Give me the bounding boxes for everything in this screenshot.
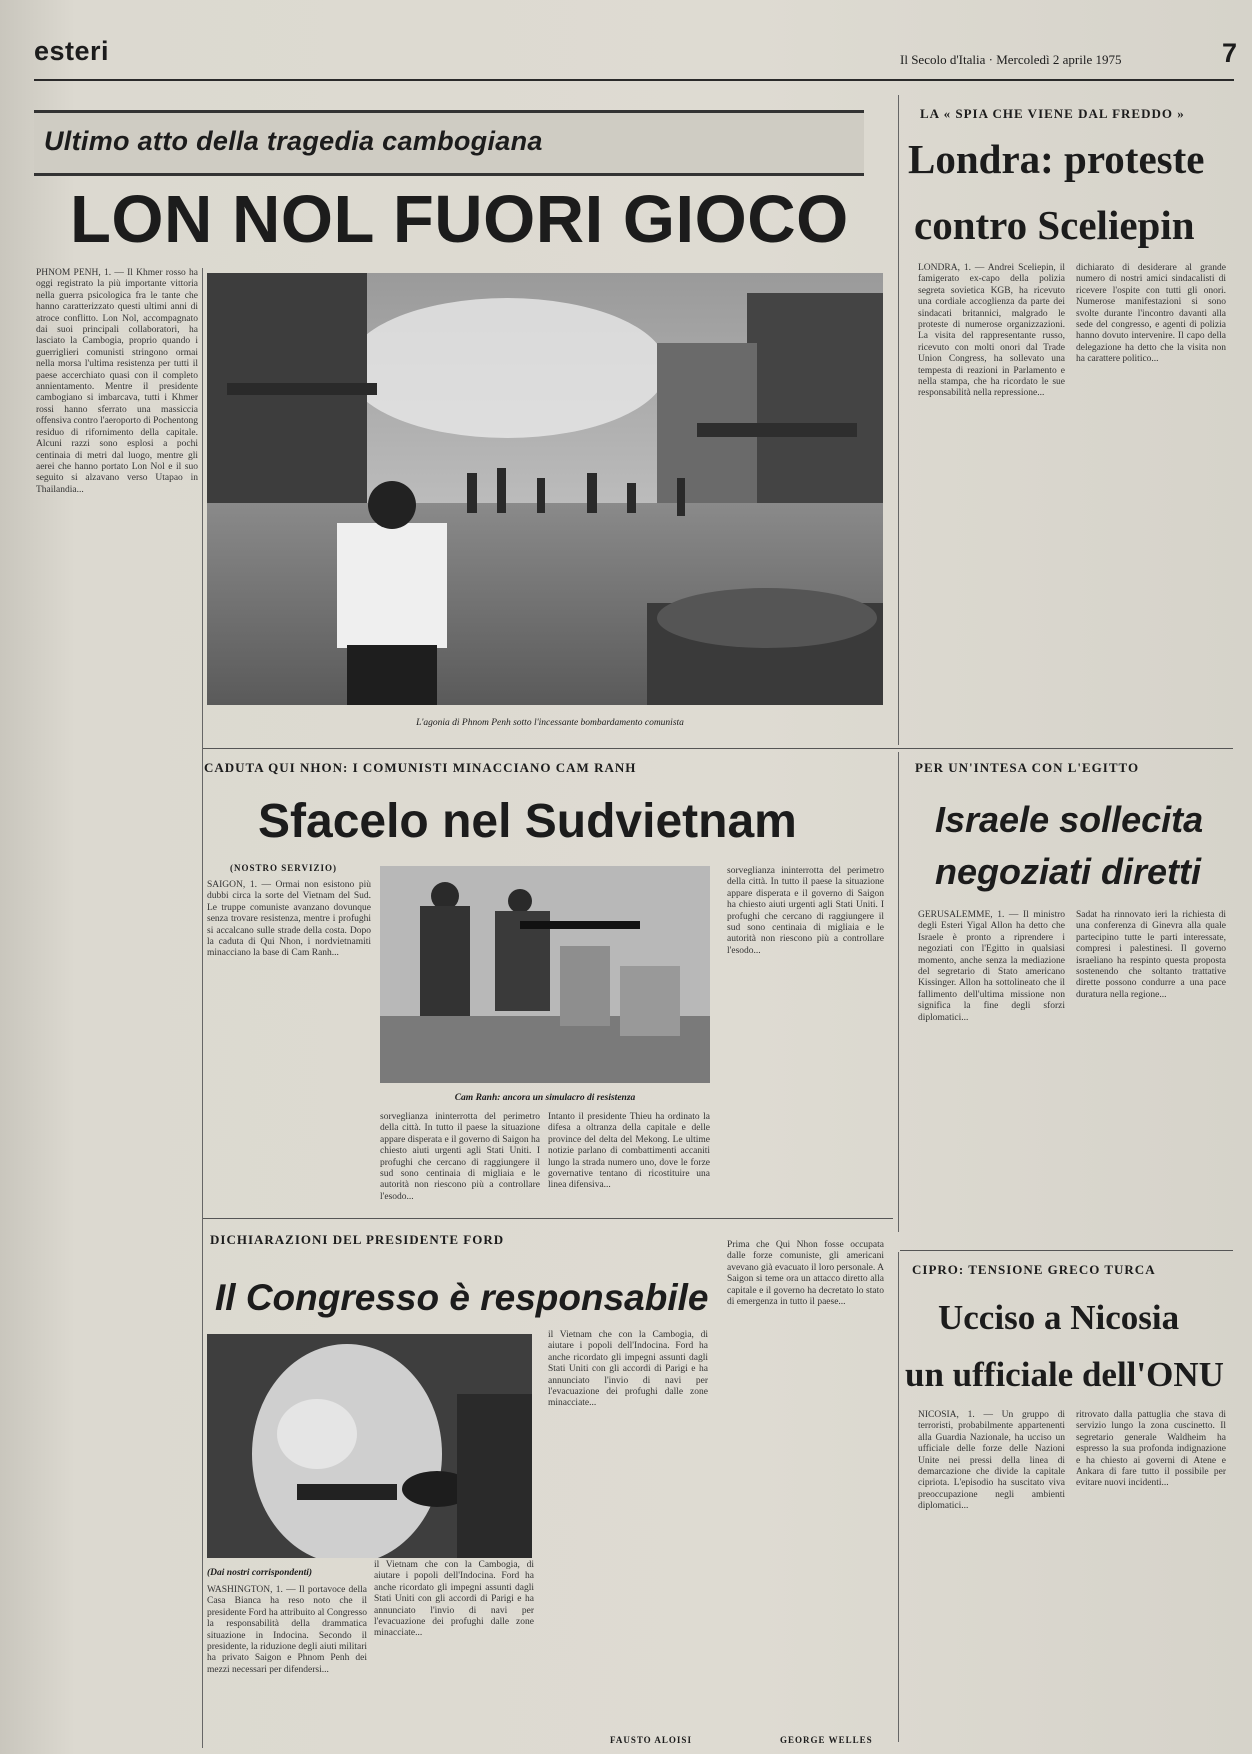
israel-article-col1: GERUSALEMME, 1. — Il ministro degli Esteri Yigal Allon ha detto che Israele è pronto a riprendere i negoziati con l'Egitto in qualsiasi momento, anche senza la mediazione del segretario di Stato americano Kissinger. Allon ha sottolineato che il fallimento dell'ultima missione non significa la fine degli sforzi diplomatici... xyxy=(918,910,1065,1023)
cambodia-overline-box xyxy=(34,110,864,176)
ford-article-col3: Prima che Qui Nhon fosse occupata dalle forze comuniste, gli americani avevano già evacuato il loro personale. A Saigon si teme ora un attacco diretto alla capitale e il governo ha decretato lo stato di emergenza in tutto il paese... xyxy=(727,1240,884,1308)
column-rule xyxy=(202,268,203,1748)
cyprus-headline-line1: Ucciso a Nicosia xyxy=(938,1298,1180,1337)
cam-ranh-photo xyxy=(380,866,710,1083)
masthead-rule xyxy=(34,79,1234,81)
cyprus-kicker: CIPRO: TENSIONE GRECO TURCA xyxy=(912,1262,1156,1277)
ford-headline: Il Congresso è responsabile xyxy=(215,1277,709,1318)
cambodia-headline: LON NOL FUORI GIOCO xyxy=(70,182,849,257)
london-article-col2: dichiarato di desiderare al grande numero di nostri amici sindacalisti di ricevere l'ospite con tutti gli onori. Numerose manifestazioni si sono svolte durante l'incontro davanti alla sede del congresso, e agenti di polizia hanno dovuto intervenire. Il capo della delegazione ha detto che la visita non ha carattere politico... xyxy=(1076,263,1226,365)
vietnam-article-col1: SAIGON, 1. — Ormai non esistono più dubbi circa la sorte del Vietnam del Sud. Le truppe comuniste avanzano dovunque senza trovare resistenza, mentre i profughi si accalcano sulle strade della costa. Dopo la caduta di Qui Nhon, i nordvietnamiti minacciano la base di Cam Ranh... xyxy=(207,880,371,959)
street-scene-illustration xyxy=(207,273,883,705)
london-article-col1: LONDRA, 1. — Andrei Sceliepin, il famigerato ex-capo della polizia segreta sovietica KGB, ha ricevuto una cordiale accoglienza da parte dei sindacati britannici, malgrado le proteste di numerose organizzazioni. La visita del rappresentante russo, ricevuto con molti onori dal Trade Union Congress, ha sollevato una tempesta di reazioni in Parlamento e nella stampa, che ha ricordato le sue responsabilità nella repressione... xyxy=(918,263,1065,399)
ford-article-col2a: il Vietnam che con la Cambogia, di aiutare i popoli dell'Indocina. Ford ha anche ricordato gli impegni assunti dagli Stati Uniti con gli accordi di Parigi e ha annunciato l'invio di navi per l'evacuazione dei profughi dalle zone minacciate... xyxy=(374,1560,534,1639)
phnom-penh-photo xyxy=(207,273,883,705)
section-rule xyxy=(203,1218,893,1219)
london-headline-line1: Londra: proteste xyxy=(908,136,1205,182)
vietnam-headline: Sfacelo nel Sudvietnam xyxy=(258,795,797,848)
london-kicker: LA « SPIA CHE VIENE DAL FREDDO » xyxy=(920,106,1185,121)
ford-photo xyxy=(207,1334,532,1558)
section-name: esteri xyxy=(34,36,110,66)
israel-headline-line1: Israele sollecita xyxy=(935,799,1204,840)
cyprus-article-col2: ritrovato dalla pattuglia che stava di servizio lungo la zona cuscinetto. Il segretario generale Waldheim ha espresso la sua profonda indignazione e ha chiesto ai governi di Atene e Ankara di fare tutto il possibile per evitare nuovi incidenti... xyxy=(1076,1410,1226,1489)
israel-headline-line2: negoziati diretti xyxy=(935,851,1202,892)
column-rule xyxy=(898,752,899,1232)
london-headline-line2: contro Sceliepin xyxy=(914,202,1195,248)
ford-byline-2: GEORGE WELLES xyxy=(780,1735,873,1745)
cambodia-photo-caption: L'agonia di Phnom Penh sotto l'incessante bombardamento comunista xyxy=(416,718,684,728)
portrait-illustration xyxy=(207,1334,532,1558)
vietnam-article-col3: sorveglianza ininterrotta del perimetro della città. In tutto il paese la situazione appare disperata e il governo di Saigon ha chiesto aiuti urgenti agli Stati Uniti. I profughi che cercano di raggiungere il sud sono centinaia di migliaia e le autorità non riescono più a controllare l'esodo... xyxy=(380,1112,540,1202)
ford-byline-1: FAUSTO ALOISI xyxy=(610,1735,692,1745)
cambodia-article-col1: PHNOM PENH, 1. — Il Khmer rosso ha oggi registrato la più importante vittoria nella guerra psicologica fra le tante che hanno caratterizzato questi ultimi anni di atroce conflitto. Lon Nol, accompagnato dai suoi principali collaboratori, ha lasciato la Cambogia, proprio quando i guerriglieri comunisti stringono ormai nella morsa l'ultima resistenza per tutti il paese accerchiato quasi con il completo annientamento. Mentre il presidente cambogiano si imbarcava, tutti i Khmer rossi hanno sferrato una massiccia offensiva contro l'aeroporto di Pochentong residuo di rifornimento della capitale. Alcuni razzi sono esplosi a pochi centinaia di metri dal luogo, mentre gli aerei che hanno portato Lon Nol e il suo seguito si alzavano verso Utapao in Thailandia... xyxy=(36,268,198,495)
ford-kicker: DICHIARAZIONI DEL PRESIDENTE FORD xyxy=(210,1232,505,1247)
vietnam-kicker: CADUTA QUI NHON: I COMUNISTI MINACCIANO CAM RANH xyxy=(204,760,637,775)
vietnam-byline: (NOSTRO SERVIZIO) xyxy=(230,863,337,873)
section-rule xyxy=(203,748,1233,749)
cyprus-article-col1: NICOSIA, 1. — Un gruppo di terroristi, probabilmente appartenenti alla Guardia Nazionale, ha ucciso un ufficiale delle forze delle Nazioni Unite nei pressi della linea di demarcazione che divide la capitale cipriota. L'episodio ha suscitato viva preoccupazione negli ambienti diplomatici... xyxy=(918,1410,1065,1512)
ford-article-col2: il Vietnam che con la Cambogia, di aiutare i popoli dell'Indocina. Ford ha anche ricordato gli impegni assunti dagli Stati Uniti con gli accordi di Parigi e ha annunciato l'invio di navi per l'evacuazione dei profughi dalle zone minacciate... xyxy=(548,1330,708,1409)
page-number: 7 xyxy=(1222,38,1238,68)
cyprus-headline-line2: un ufficiale dell'ONU xyxy=(905,1355,1224,1394)
column-rule xyxy=(898,95,899,745)
israel-article-col2: Sadat ha rinnovato ieri la richiesta di una conferenza di Ginevra alla quale partecipino tutte le parti interessate, compresi i palestinesi. Il governo israeliano ha respinto questa proposta sostenendo che soltanto trattative dirette possono condurre a una pace duratura nella regione... xyxy=(1076,910,1226,1000)
soldiers-illustration xyxy=(380,866,710,1083)
ford-photo-caption: (Dai nostri corrispondenti) xyxy=(207,1568,313,1578)
vietnam-photo-caption: Cam Ranh: ancora un simulacro di resistenza xyxy=(454,1093,636,1103)
ford-article-col1: WASHINGTON, 1. — Il portavoce della Casa Bianca ha reso noto che il presidente Ford ha attribuito al Congresso la responsabilità della drammatica situazione in Indocina. Secondo il presidente, la riduzione degli aiuti militari ha privato Saigon e Phnom Penh dei mezzi necessari per difendersi... xyxy=(207,1585,367,1675)
vietnam-article-col4: Intanto il presidente Thieu ha ordinato la difesa a oltranza della capitale e delle province del delta del Mekong. Le ultime notizie parlano di combattimenti accaniti lungo la strada numero uno, dove le forze governative tentano di ricostituire una linea difensiva... xyxy=(548,1112,710,1191)
israel-kicker: PER UN'INTESA CON L'EGITTO xyxy=(915,760,1140,775)
cambodia-overline: Ultimo atto della tragedia cambogiana xyxy=(44,126,543,156)
section-rule xyxy=(900,1250,1233,1251)
dateline: Il Secolo d'Italia · Mercoledì 2 aprile 1975 xyxy=(900,52,1122,67)
vietnam-article-col2: sorveglianza ininterrotta del perimetro della città. In tutto il paese la situazione appare disperata e il governo di Saigon ha chiesto aiuti urgenti agli Stati Uniti. I profughi che cercano di raggiungere il sud sono centinaia di migliaia e le autorità non riescono più a controllare l'esodo... xyxy=(727,866,884,956)
column-rule xyxy=(898,1252,899,1742)
